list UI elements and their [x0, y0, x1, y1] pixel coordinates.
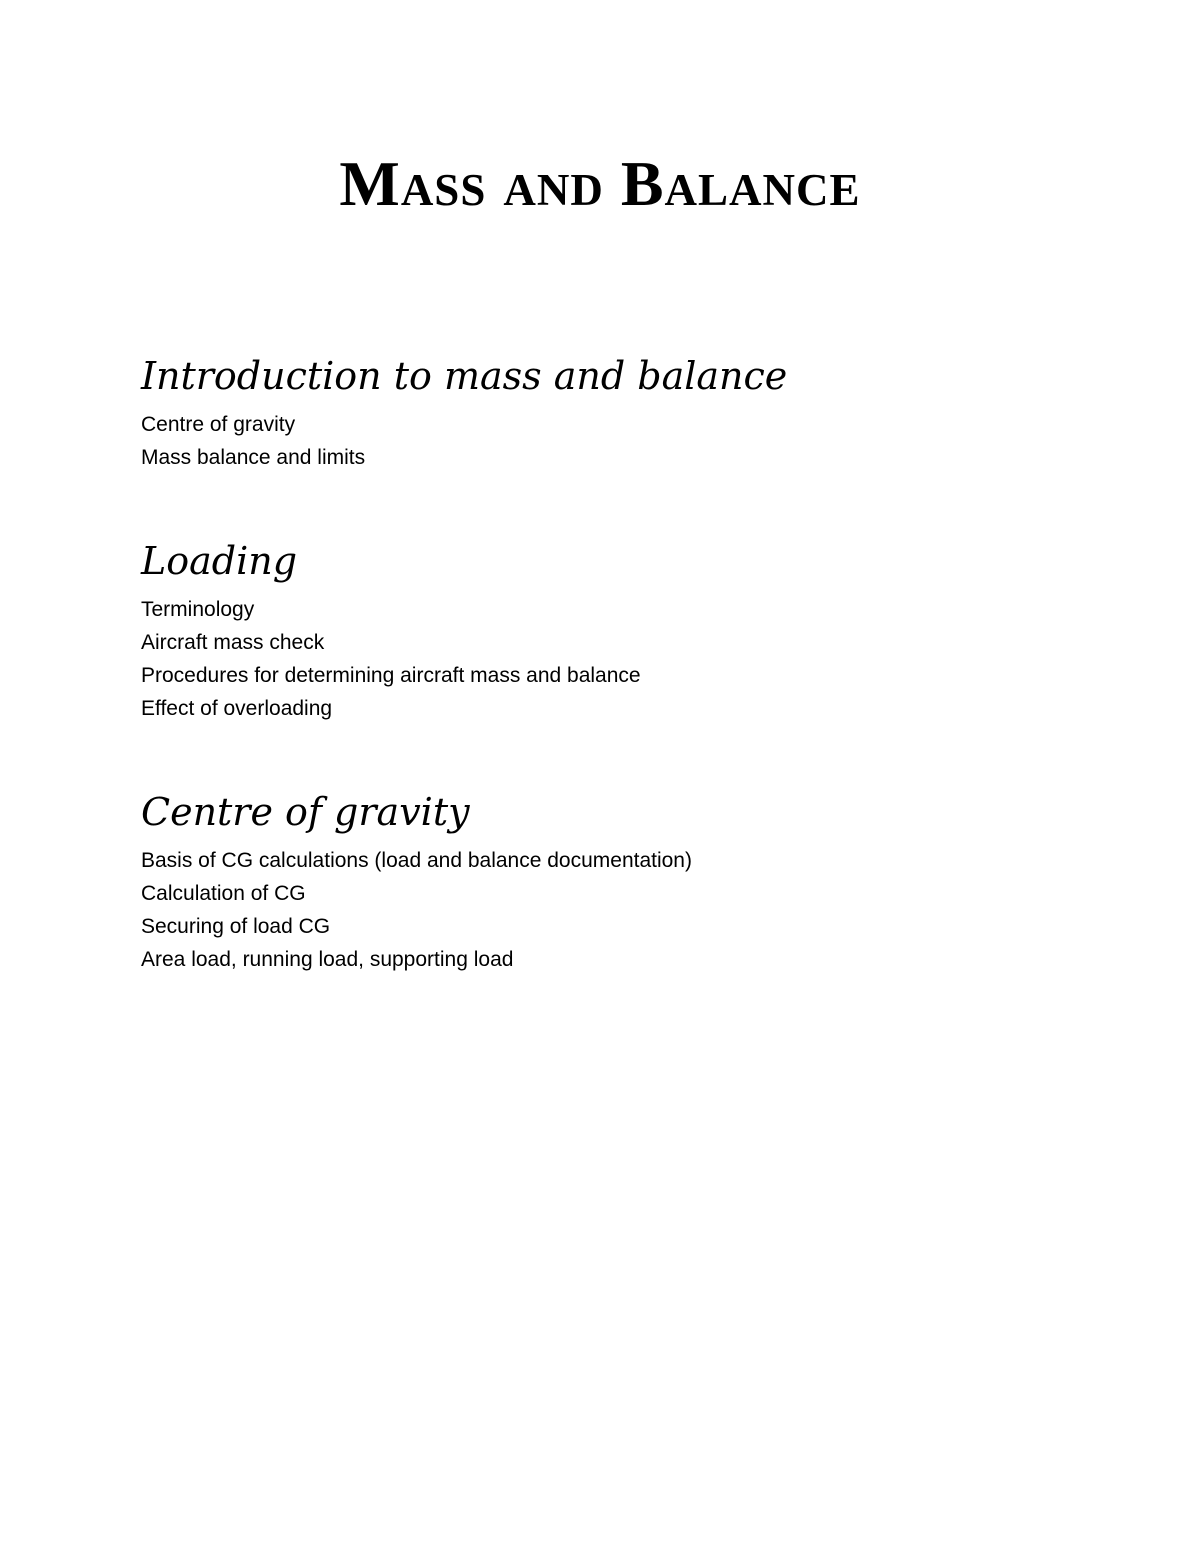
topic-item: Aircraft mass check	[141, 631, 325, 654]
topic-list	[141, 408, 1141, 474]
topic-list	[141, 593, 1141, 725]
topic-item: Mass balance and limits	[141, 446, 366, 469]
document-body	[141, 350, 1141, 1037]
topic-item: Basis of CG calculations (load and balance documentation)	[141, 849, 692, 872]
topic-item: Terminology	[141, 598, 255, 621]
section-heading: Centre of gravity	[141, 790, 470, 834]
section-introduction	[141, 350, 1141, 474]
topic-item: Area load, running load, supporting load	[141, 948, 514, 971]
section-heading: Loading	[141, 539, 298, 583]
topic-item: Calculation of CG	[141, 882, 306, 905]
section-loading	[141, 535, 1141, 725]
topic-item: Securing of load CG	[141, 915, 331, 938]
topic-item: Effect of overloading	[141, 697, 333, 720]
topic-item: Procedures for determining aircraft mass and balance	[141, 664, 641, 687]
topic-item: Centre of gravity	[141, 413, 296, 436]
topic-list	[141, 844, 1141, 976]
section-centre-of-gravity	[141, 786, 1141, 976]
section-heading: Introduction to mass and balance	[141, 354, 788, 398]
document-title: Mass and Balance	[339, 148, 861, 219]
